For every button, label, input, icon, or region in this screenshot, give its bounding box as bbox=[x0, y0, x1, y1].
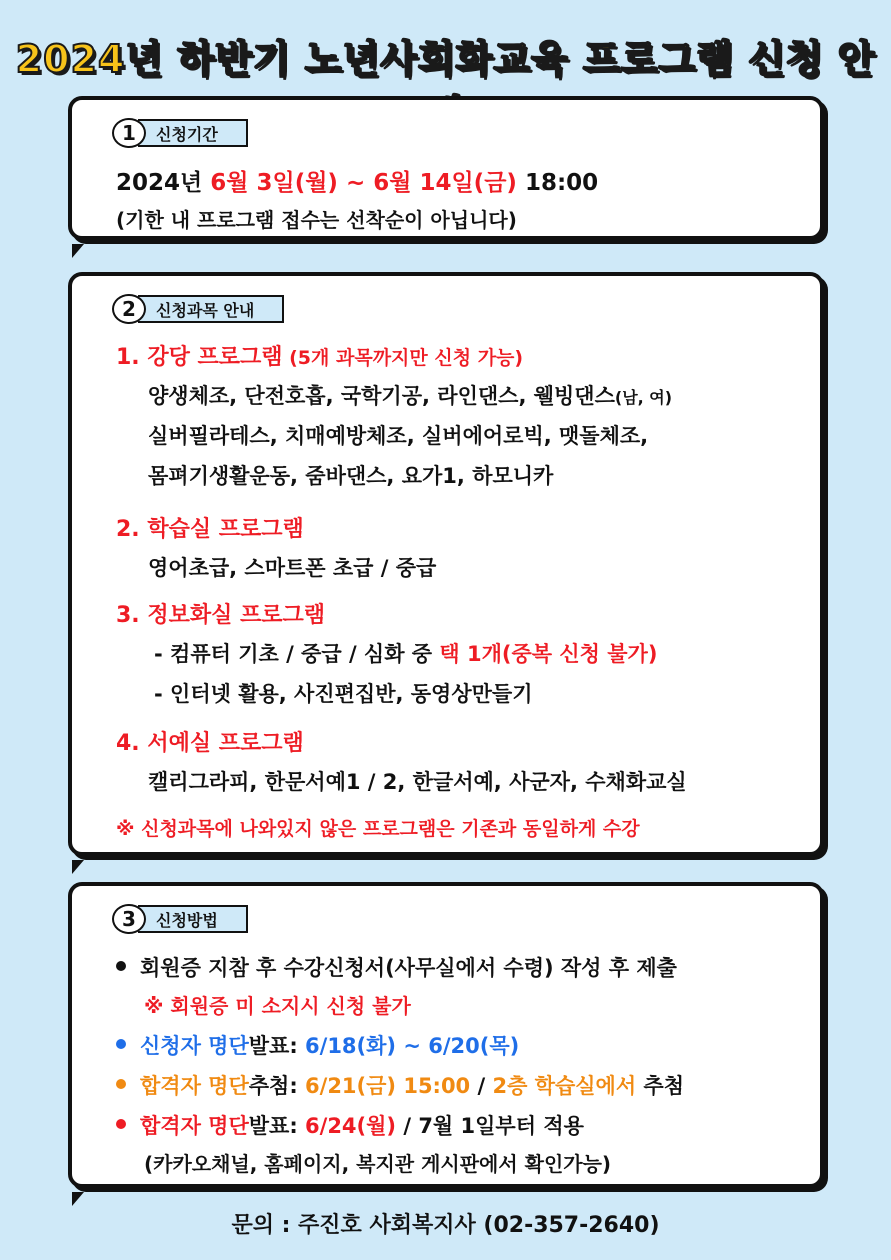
bubble-tail bbox=[72, 860, 84, 874]
program-title: 3. 정보화실 프로그램 bbox=[116, 603, 325, 628]
section-number: 2 bbox=[112, 294, 146, 324]
program-list: 영어초급, 스마트폰 초급 / 중급 bbox=[148, 556, 437, 580]
period-note: (기한 내 프로그램 접수는 선착순이 아닙니다) bbox=[116, 208, 517, 232]
page-title: 2024년 하반기 노년사회화교육 프로그램 신청 안 bbox=[15, 37, 876, 81]
section-courses bbox=[68, 272, 824, 856]
section-label: 신청과목 안내 bbox=[138, 295, 284, 323]
section-label: 신청기간 bbox=[138, 119, 248, 147]
bubble-tail bbox=[72, 1192, 84, 1206]
method-note: ※ 회원증 미 소지시 신청 불가 bbox=[144, 994, 411, 1018]
section-number: 1 bbox=[112, 118, 146, 148]
section-label: 신청방법 bbox=[138, 905, 248, 933]
program-list: 몸펴기생활운동, 줌바댄스, 요가1, 하모니카 bbox=[148, 464, 554, 488]
section-header bbox=[112, 904, 248, 934]
section-header bbox=[112, 118, 248, 148]
program-list: 실버필라테스, 치매예방체조, 실버에어로빅, 맷돌체조, bbox=[148, 424, 649, 448]
bullet-icon bbox=[116, 961, 126, 971]
program-title: 4. 서예실 프로그램 bbox=[116, 731, 304, 756]
courses-note: ※ 신청과목에 나와있지 않은 프로그램은 기존과 동일하게 수강 bbox=[116, 818, 640, 840]
section-method bbox=[68, 882, 824, 1188]
bullet-icon bbox=[116, 1079, 126, 1089]
method-item: 회원증 지참 후 수강신청서(사무실에서 수령) 작성 후 제출 bbox=[116, 952, 677, 982]
bullet-icon bbox=[116, 1039, 126, 1049]
bubble-tail bbox=[72, 244, 84, 258]
method-item: 합격자 명단발표: 6/24(월) / 7월 1일부터 적용 bbox=[116, 1110, 584, 1140]
section-period bbox=[68, 96, 824, 240]
method-item: 합격자 명단추첨: 6/21(금) 15:00 / 2층 학습실에서 추첨 bbox=[116, 1070, 684, 1100]
method-item: 신청자 명단발표: 6/18(화) ~ 6/20(목) bbox=[116, 1030, 519, 1060]
contact-footer: 문의 : 주진호 사회복지사 (02-357-2640) bbox=[231, 1213, 660, 1238]
period-dates: 2024년 6월 3일(월) ~ 6월 14일(금) 18:00 bbox=[116, 170, 599, 196]
bullet-icon bbox=[116, 1119, 126, 1129]
program-list: - 컴퓨터 기초 / 중급 / 심화 중 택 1개(중복 신청 불가) bbox=[154, 642, 658, 666]
program-list: 캘리그라피, 한문서예1 / 2, 한글서예, 사군자, 수채화교실 bbox=[148, 770, 687, 794]
program-list: 양생체조, 단전호흡, 국학기공, 라인댄스, 웰빙댄스(남, 여) bbox=[148, 384, 673, 408]
program-list: - 인터넷 활용, 사진편집반, 동영상만들기 bbox=[154, 682, 533, 706]
section-header bbox=[112, 294, 284, 324]
method-sub: (카카오채널, 홈페이지, 복지관 게시판에서 확인가능) bbox=[144, 1152, 612, 1176]
program-title: 2. 학습실 프로그램 bbox=[116, 517, 304, 542]
program-title: 1. 강당 프로그램 (5개 과목까지만 신청 가능) bbox=[116, 345, 524, 370]
section-number: 3 bbox=[112, 904, 146, 934]
